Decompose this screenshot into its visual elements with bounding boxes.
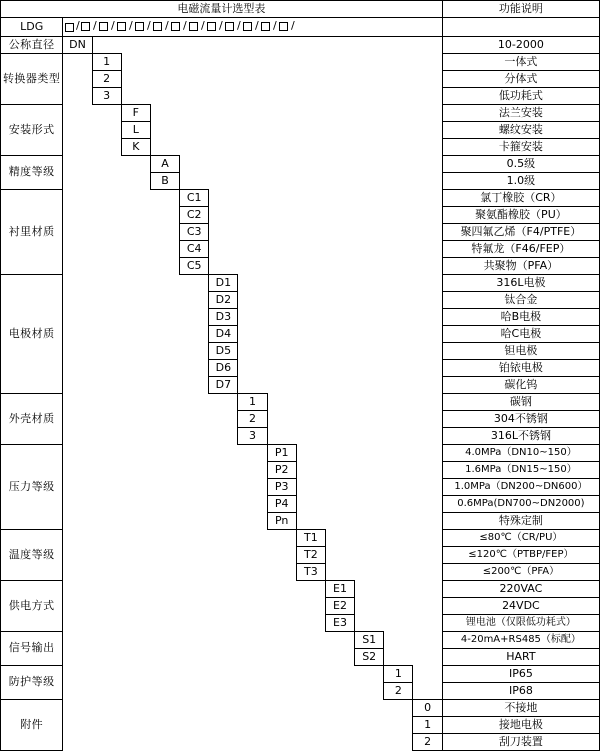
code-box-icon xyxy=(225,22,234,31)
ldg-label: LDG xyxy=(1,18,63,37)
desc-electrode-2: 钛合金 xyxy=(442,292,599,309)
spacer xyxy=(63,275,209,394)
code-box-icon xyxy=(171,22,180,31)
slash-icon: / xyxy=(255,18,259,32)
slash-icon: / xyxy=(291,18,295,32)
desc-install-type-1: 法兰安装 xyxy=(442,105,599,122)
desc-accuracy-2: 1.0级 xyxy=(442,173,599,190)
code-group xyxy=(243,18,261,34)
spacer xyxy=(63,666,384,700)
model-code-row xyxy=(1,18,600,37)
slash-icon: / xyxy=(183,18,187,32)
code-box-icon xyxy=(81,22,90,31)
desc-temperature-3: ≤200℃（PFA） xyxy=(442,564,599,581)
desc-electrode-5: 钽电极 xyxy=(442,343,599,360)
desc-pressure-1: 4.0MPa（DN10~150） xyxy=(442,445,599,462)
table-row xyxy=(1,530,600,547)
code-box-icon xyxy=(117,22,126,31)
slash-icon: / xyxy=(237,18,241,32)
spacer xyxy=(63,700,413,751)
spacer xyxy=(384,632,443,666)
code-install-type-1: F xyxy=(121,105,150,122)
table-row xyxy=(1,190,600,207)
row-label-electrode-material: 电极材质 xyxy=(1,275,63,394)
slash-icon: / xyxy=(147,18,151,32)
slash-icon: / xyxy=(201,18,205,32)
spacer xyxy=(63,156,151,190)
table-row xyxy=(1,105,600,122)
desc-nominal-diameter: 10-2000 xyxy=(442,37,599,54)
row-label-accessories: 附件 xyxy=(1,700,63,751)
code-box-icon xyxy=(99,22,108,31)
code-protection-1: 1 xyxy=(384,666,413,683)
table-row xyxy=(1,666,600,683)
desc-accuracy-1: 0.5级 xyxy=(442,156,599,173)
table-row xyxy=(1,37,600,54)
desc-pressure-5: 特殊定制 xyxy=(442,513,599,530)
code-housing-2: 2 xyxy=(238,411,267,428)
desc-protection-1: IP65 xyxy=(442,666,599,683)
code-row-desc xyxy=(442,18,599,37)
code-electrode-1: D1 xyxy=(209,275,238,292)
code-lining-5: C5 xyxy=(180,258,209,275)
spacer xyxy=(413,666,442,700)
desc-electrode-6: 铂铱电极 xyxy=(442,360,599,377)
spacer xyxy=(63,581,326,632)
slash-icon: / xyxy=(219,18,223,32)
desc-column-header: 功能说明 xyxy=(442,1,599,18)
code-lining-3: C3 xyxy=(180,224,209,241)
desc-housing-2: 304不锈钢 xyxy=(442,411,599,428)
code-group xyxy=(135,18,153,34)
spacer xyxy=(238,275,442,394)
code-pressure-4: P4 xyxy=(267,496,296,513)
slash-icon: / xyxy=(129,18,133,32)
desc-protection-2: IP68 xyxy=(442,683,599,700)
code-electrode-4: D4 xyxy=(209,326,238,343)
code-group xyxy=(153,18,171,34)
code-boxes-container xyxy=(63,18,442,37)
code-signal-1: S1 xyxy=(355,632,384,649)
code-signal-2: S2 xyxy=(355,649,384,666)
desc-housing-3: 316L不锈钢 xyxy=(442,428,599,445)
row-label-converter-type: 转换器类型 xyxy=(1,54,63,105)
code-electrode-7: D7 xyxy=(209,377,238,394)
desc-converter-type-2: 分体式 xyxy=(442,71,599,88)
table-row xyxy=(1,156,600,173)
desc-pressure-4: 0.6MPa(DN700~DN2000) xyxy=(442,496,599,513)
code-box-icon xyxy=(65,23,74,32)
desc-temperature-2: ≤120℃（PTBP/FEP） xyxy=(442,547,599,564)
code-temperature-2: T2 xyxy=(296,547,325,564)
code-pressure-1: P1 xyxy=(267,445,296,462)
code-group xyxy=(207,18,225,34)
code-install-type-2: L xyxy=(121,122,150,139)
code-accessory-3: 2 xyxy=(413,734,442,751)
code-group xyxy=(117,18,135,34)
desc-accessory-3: 刮刀装置 xyxy=(442,734,599,751)
code-group xyxy=(261,18,279,34)
spacer xyxy=(63,54,92,105)
spacer xyxy=(267,394,442,445)
table-row xyxy=(1,700,600,717)
spacer xyxy=(63,445,267,530)
row-label-signal-output: 信号输出 xyxy=(1,632,63,666)
table-row xyxy=(1,581,600,598)
code-electrode-2: D2 xyxy=(209,292,238,309)
code-protection-2: 2 xyxy=(384,683,413,700)
table-row xyxy=(1,54,600,71)
code-group xyxy=(99,18,117,34)
slash-icon: / xyxy=(111,18,115,32)
code-box-icon xyxy=(261,22,270,31)
desc-pressure-3: 1.0MPa（DN200~DN600） xyxy=(442,479,599,496)
row-label-protection-class: 防护等级 xyxy=(1,666,63,700)
code-housing-1: 1 xyxy=(238,394,267,411)
desc-pressure-2: 1.6MPa（DN15~150） xyxy=(442,462,599,479)
desc-electrode-1: 316L电极 xyxy=(442,275,599,292)
row-label-install-type: 安装形式 xyxy=(1,105,63,156)
desc-lining-5: 共聚物（PFA） xyxy=(442,258,599,275)
table-row xyxy=(1,275,600,292)
code-power-1: E1 xyxy=(325,581,354,598)
desc-power-3: 锂电池（仅限低功耗式） xyxy=(442,615,599,632)
desc-electrode-7: 碳化钨 xyxy=(442,377,599,394)
code-electrode-6: D6 xyxy=(209,360,238,377)
slash-icon: / xyxy=(273,18,277,32)
code-pressure-2: P2 xyxy=(267,462,296,479)
desc-lining-2: 聚氨酯橡胶（PU） xyxy=(442,207,599,224)
table-title-row xyxy=(1,1,600,18)
desc-signal-1: 4-20mA+RS485（标配） xyxy=(442,632,599,649)
desc-lining-4: 特氟龙（F46/FEP） xyxy=(442,241,599,258)
code-box-icon xyxy=(243,22,252,31)
desc-lining-1: 氯丁橡胶（CR） xyxy=(442,190,599,207)
page-title: 电磁流量计选型表 xyxy=(1,1,443,18)
code-box-icon xyxy=(135,22,144,31)
desc-signal-2: HART xyxy=(442,649,599,666)
spacer xyxy=(63,632,355,666)
code-housing-3: 3 xyxy=(238,428,267,445)
code-group xyxy=(81,18,99,34)
code-converter-type-3: 3 xyxy=(92,88,121,105)
code-group xyxy=(171,18,189,34)
code-box-icon xyxy=(279,22,288,31)
code-converter-type-1: 1 xyxy=(92,54,121,71)
code-accessory-2: 1 xyxy=(413,717,442,734)
code-pressure-5: Pn xyxy=(267,513,296,530)
row-label-temperature-class: 温度等级 xyxy=(1,530,63,581)
desc-converter-type-1: 一体式 xyxy=(442,54,599,71)
code-lining-2: C2 xyxy=(180,207,209,224)
spacer xyxy=(355,581,443,632)
desc-lining-3: 聚四氟乙烯（F4/PTFE） xyxy=(442,224,599,241)
spacer xyxy=(209,190,443,275)
spacer xyxy=(121,54,442,105)
code-box-icon xyxy=(189,22,198,31)
code-temperature-1: T1 xyxy=(296,530,325,547)
spacer xyxy=(63,530,296,581)
desc-install-type-3: 卡箍安装 xyxy=(442,139,599,156)
slash-icon: / xyxy=(93,18,97,32)
code-converter-type-2: 2 xyxy=(92,71,121,88)
code-power-2: E2 xyxy=(325,598,354,615)
spacer xyxy=(63,190,180,275)
slash-icon: / xyxy=(76,18,80,32)
code-accessory-1: 0 xyxy=(413,700,442,717)
code-electrode-3: D3 xyxy=(209,309,238,326)
code-box-icon xyxy=(153,22,162,31)
row-label-housing-material: 外壳材质 xyxy=(1,394,63,445)
row-label-lining-material: 衬里材质 xyxy=(1,190,63,275)
slash-icon: / xyxy=(165,18,169,32)
row-label-accuracy-class: 精度等级 xyxy=(1,156,63,190)
code-install-type-3: K xyxy=(121,139,150,156)
desc-accessory-1: 不接地 xyxy=(442,700,599,717)
table-row xyxy=(1,445,600,462)
desc-electrode-4: 哈C电极 xyxy=(442,326,599,343)
desc-housing-1: 碳钢 xyxy=(442,394,599,411)
code-group xyxy=(225,18,243,34)
desc-electrode-3: 哈B电极 xyxy=(442,309,599,326)
code-accuracy-1: A xyxy=(150,156,179,173)
code-lining-1: C1 xyxy=(180,190,209,207)
spacer xyxy=(325,530,442,581)
code-box-icon xyxy=(207,22,216,31)
code-accuracy-2: B xyxy=(150,173,179,190)
row-label-nominal-diameter: 公称直径 xyxy=(1,37,63,54)
spacer xyxy=(296,445,442,530)
table-row xyxy=(1,632,600,649)
desc-accessory-2: 接地电极 xyxy=(442,717,599,734)
spacer xyxy=(180,156,443,190)
desc-power-1: 220VAC xyxy=(442,581,599,598)
row-label-power-supply: 供电方式 xyxy=(1,581,63,632)
code-group xyxy=(189,18,207,34)
code-dn: DN xyxy=(63,37,92,54)
spacer xyxy=(63,105,121,156)
desc-install-type-2: 螺纹安装 xyxy=(442,122,599,139)
row-label-pressure-class: 压力等级 xyxy=(1,445,63,530)
code-power-3: E3 xyxy=(325,615,354,632)
table-row xyxy=(1,394,600,411)
code-electrode-5: D5 xyxy=(209,343,238,360)
desc-converter-type-3: 低功耗式 xyxy=(442,88,599,105)
code-temperature-3: T3 xyxy=(296,564,325,581)
desc-temperature-1: ≤80℃（CR/PU） xyxy=(442,530,599,547)
desc-power-2: 24VDC xyxy=(442,598,599,615)
spacer xyxy=(150,105,442,156)
code-boxes xyxy=(63,18,441,36)
spacer xyxy=(63,394,238,445)
code-pressure-3: P3 xyxy=(267,479,296,496)
spacer xyxy=(92,37,442,54)
code-lining-4: C4 xyxy=(180,241,209,258)
code-group xyxy=(279,18,297,34)
